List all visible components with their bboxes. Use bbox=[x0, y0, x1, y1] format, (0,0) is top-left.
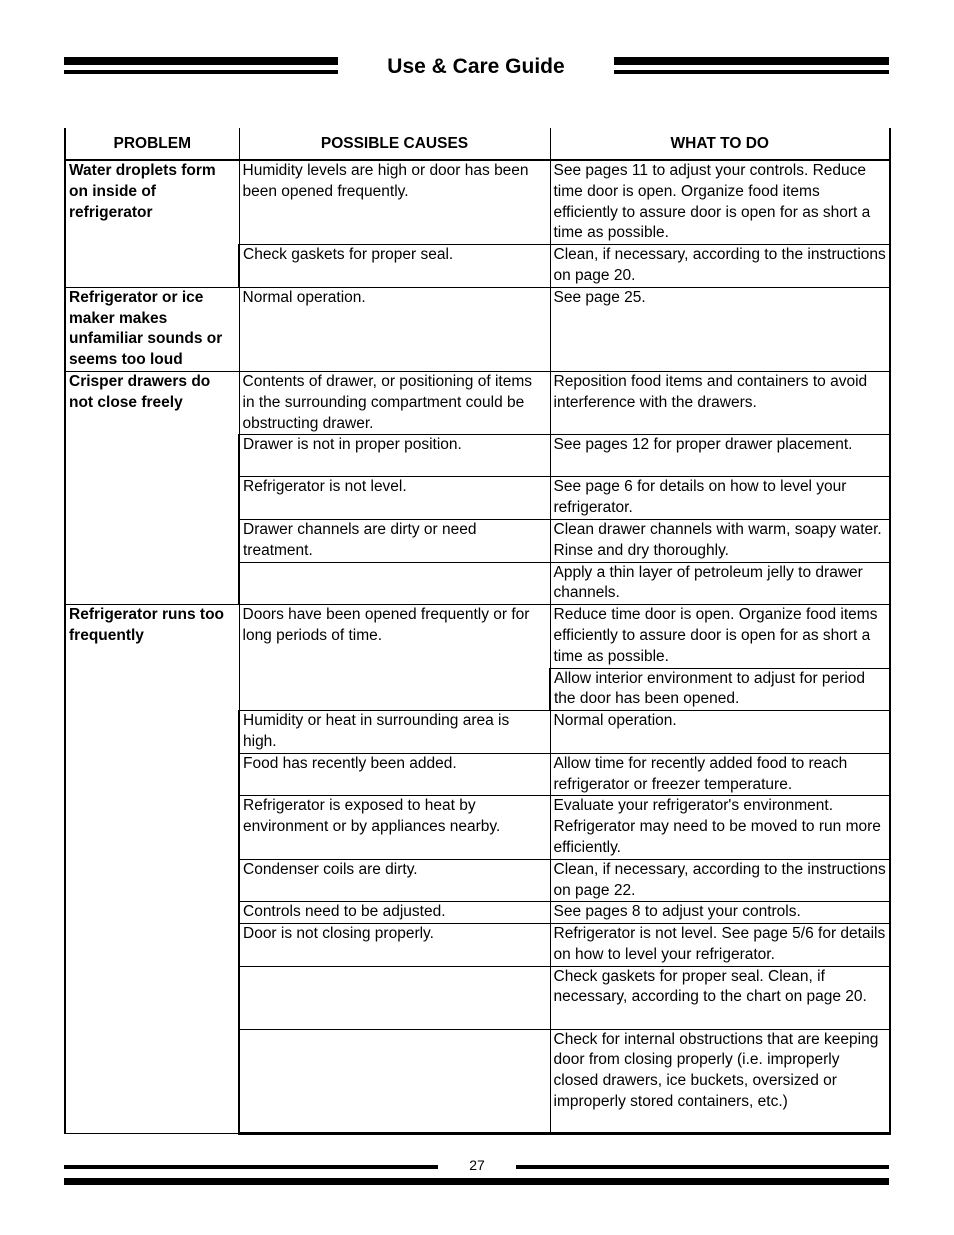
cause-cell: Door is not closing properly. bbox=[239, 924, 550, 967]
troubleshooting-table bbox=[64, 128, 891, 1135]
cause-cell bbox=[239, 562, 550, 605]
todo-cell: See pages 11 to adjust your controls. Reduce time door is open. Organize food items efficiently to assure door is open for as short a time as possible. bbox=[550, 160, 890, 245]
cause-cell bbox=[239, 1029, 550, 1133]
header-rule-right-thin bbox=[614, 70, 889, 74]
todo-cell: See page 6 for details on how to level your refrigerator. bbox=[550, 477, 890, 520]
todo-cell: See pages 8 to adjust your controls. bbox=[550, 902, 890, 924]
todo-cell: Normal operation. bbox=[550, 711, 890, 754]
header-rule-left-thin bbox=[64, 70, 338, 74]
todo-cell: Check gaskets for proper seal. Clean, if necessary, according to the chart on page 20. bbox=[550, 966, 890, 1029]
footer-rule-right-thin bbox=[516, 1165, 889, 1169]
todo-cell: See page 25. bbox=[550, 287, 890, 371]
todo-cell: Reposition food items and containers to avoid interference with the drawers. bbox=[550, 371, 890, 434]
cause-cell: Condenser coils are dirty. bbox=[239, 859, 550, 902]
header-rule-left-thick bbox=[64, 57, 338, 65]
column-header-what-to-do: WHAT TO DO bbox=[550, 128, 890, 160]
cause-cell: Doors have been opened frequently or for long periods of time. bbox=[239, 605, 550, 711]
todo-cell: See pages 12 for proper drawer placement. bbox=[550, 435, 890, 477]
todo-cell: Reduce time door is open. Organize food items efficiently to assure door is open for as short a time as possible. bbox=[550, 605, 890, 668]
table-header-row bbox=[65, 128, 890, 160]
column-header-possible-causes: POSSIBLE CAUSES bbox=[239, 128, 550, 160]
cause-cell: Refrigerator is not level. bbox=[239, 477, 550, 520]
cause-cell: Check gaskets for proper seal. bbox=[239, 245, 550, 288]
table-row bbox=[65, 160, 890, 245]
todo-cell: Refrigerator is not level. See page 5/6 for details on how to level your refrigerator. bbox=[550, 924, 890, 967]
cause-cell: Controls need to be adjusted. bbox=[239, 902, 550, 924]
todo-cell: Allow interior environment to adjust for period the door has been opened. bbox=[550, 668, 890, 711]
footer-rule-left-thin bbox=[64, 1165, 438, 1169]
page-title: Use & Care Guide bbox=[387, 55, 565, 78]
page-number: 27 bbox=[469, 1157, 485, 1173]
todo-cell: Apply a thin layer of petroleum jelly to drawer channels. bbox=[550, 562, 890, 605]
todo-cell: Allow time for recently added food to reach refrigerator or freezer temperature. bbox=[550, 753, 890, 796]
todo-cell: Evaluate your refrigerator's environment. Refrigerator may need to be moved to run more efficiently. bbox=[550, 796, 890, 859]
problem-cell: Refrigerator or ice maker makes unfamiliar sounds or seems too loud bbox=[65, 287, 239, 371]
cause-cell bbox=[239, 966, 550, 1029]
cause-cell: Contents of drawer, or positioning of items in the surrounding compartment could be obstructing drawer. bbox=[239, 371, 550, 434]
table-row bbox=[65, 371, 890, 434]
todo-cell: Check for internal obstructions that are keeping door from closing properly (i.e. improperly closed drawers, ice buckets, oversized or improperly stored containers, etc.) bbox=[550, 1029, 890, 1133]
troubleshooting-table-container bbox=[64, 128, 889, 1135]
table-row bbox=[65, 605, 890, 668]
todo-cell: Clean, if necessary, according to the instructions on page 20. bbox=[550, 245, 890, 288]
footer-rule-thick bbox=[64, 1178, 889, 1185]
problem-cell: Refrigerator runs too frequently bbox=[65, 605, 239, 1134]
cause-cell: Normal operation. bbox=[239, 287, 550, 371]
todo-cell: Clean, if necessary, according to the instructions on page 22. bbox=[550, 859, 890, 902]
table-row bbox=[65, 287, 890, 371]
problem-cell: Water droplets form on inside of refrigerator bbox=[65, 160, 239, 287]
cause-cell: Drawer channels are dirty or need treatment. bbox=[239, 519, 550, 562]
column-header-problem: PROBLEM bbox=[65, 128, 239, 160]
header-rule-right-thick bbox=[614, 57, 889, 65]
cause-cell: Humidity levels are high or door has been been opened frequently. bbox=[239, 160, 550, 245]
cause-cell: Food has recently been added. bbox=[239, 753, 550, 796]
cause-cell: Humidity or heat in surrounding area is high. bbox=[239, 711, 550, 754]
cause-cell: Drawer is not in proper position. bbox=[239, 435, 550, 477]
todo-cell: Clean drawer channels with warm, soapy water. Rinse and dry thoroughly. bbox=[550, 519, 890, 562]
problem-cell: Crisper drawers do not close freely bbox=[65, 371, 239, 604]
cause-cell: Refrigerator is exposed to heat by environment or by appliances nearby. bbox=[239, 796, 550, 859]
